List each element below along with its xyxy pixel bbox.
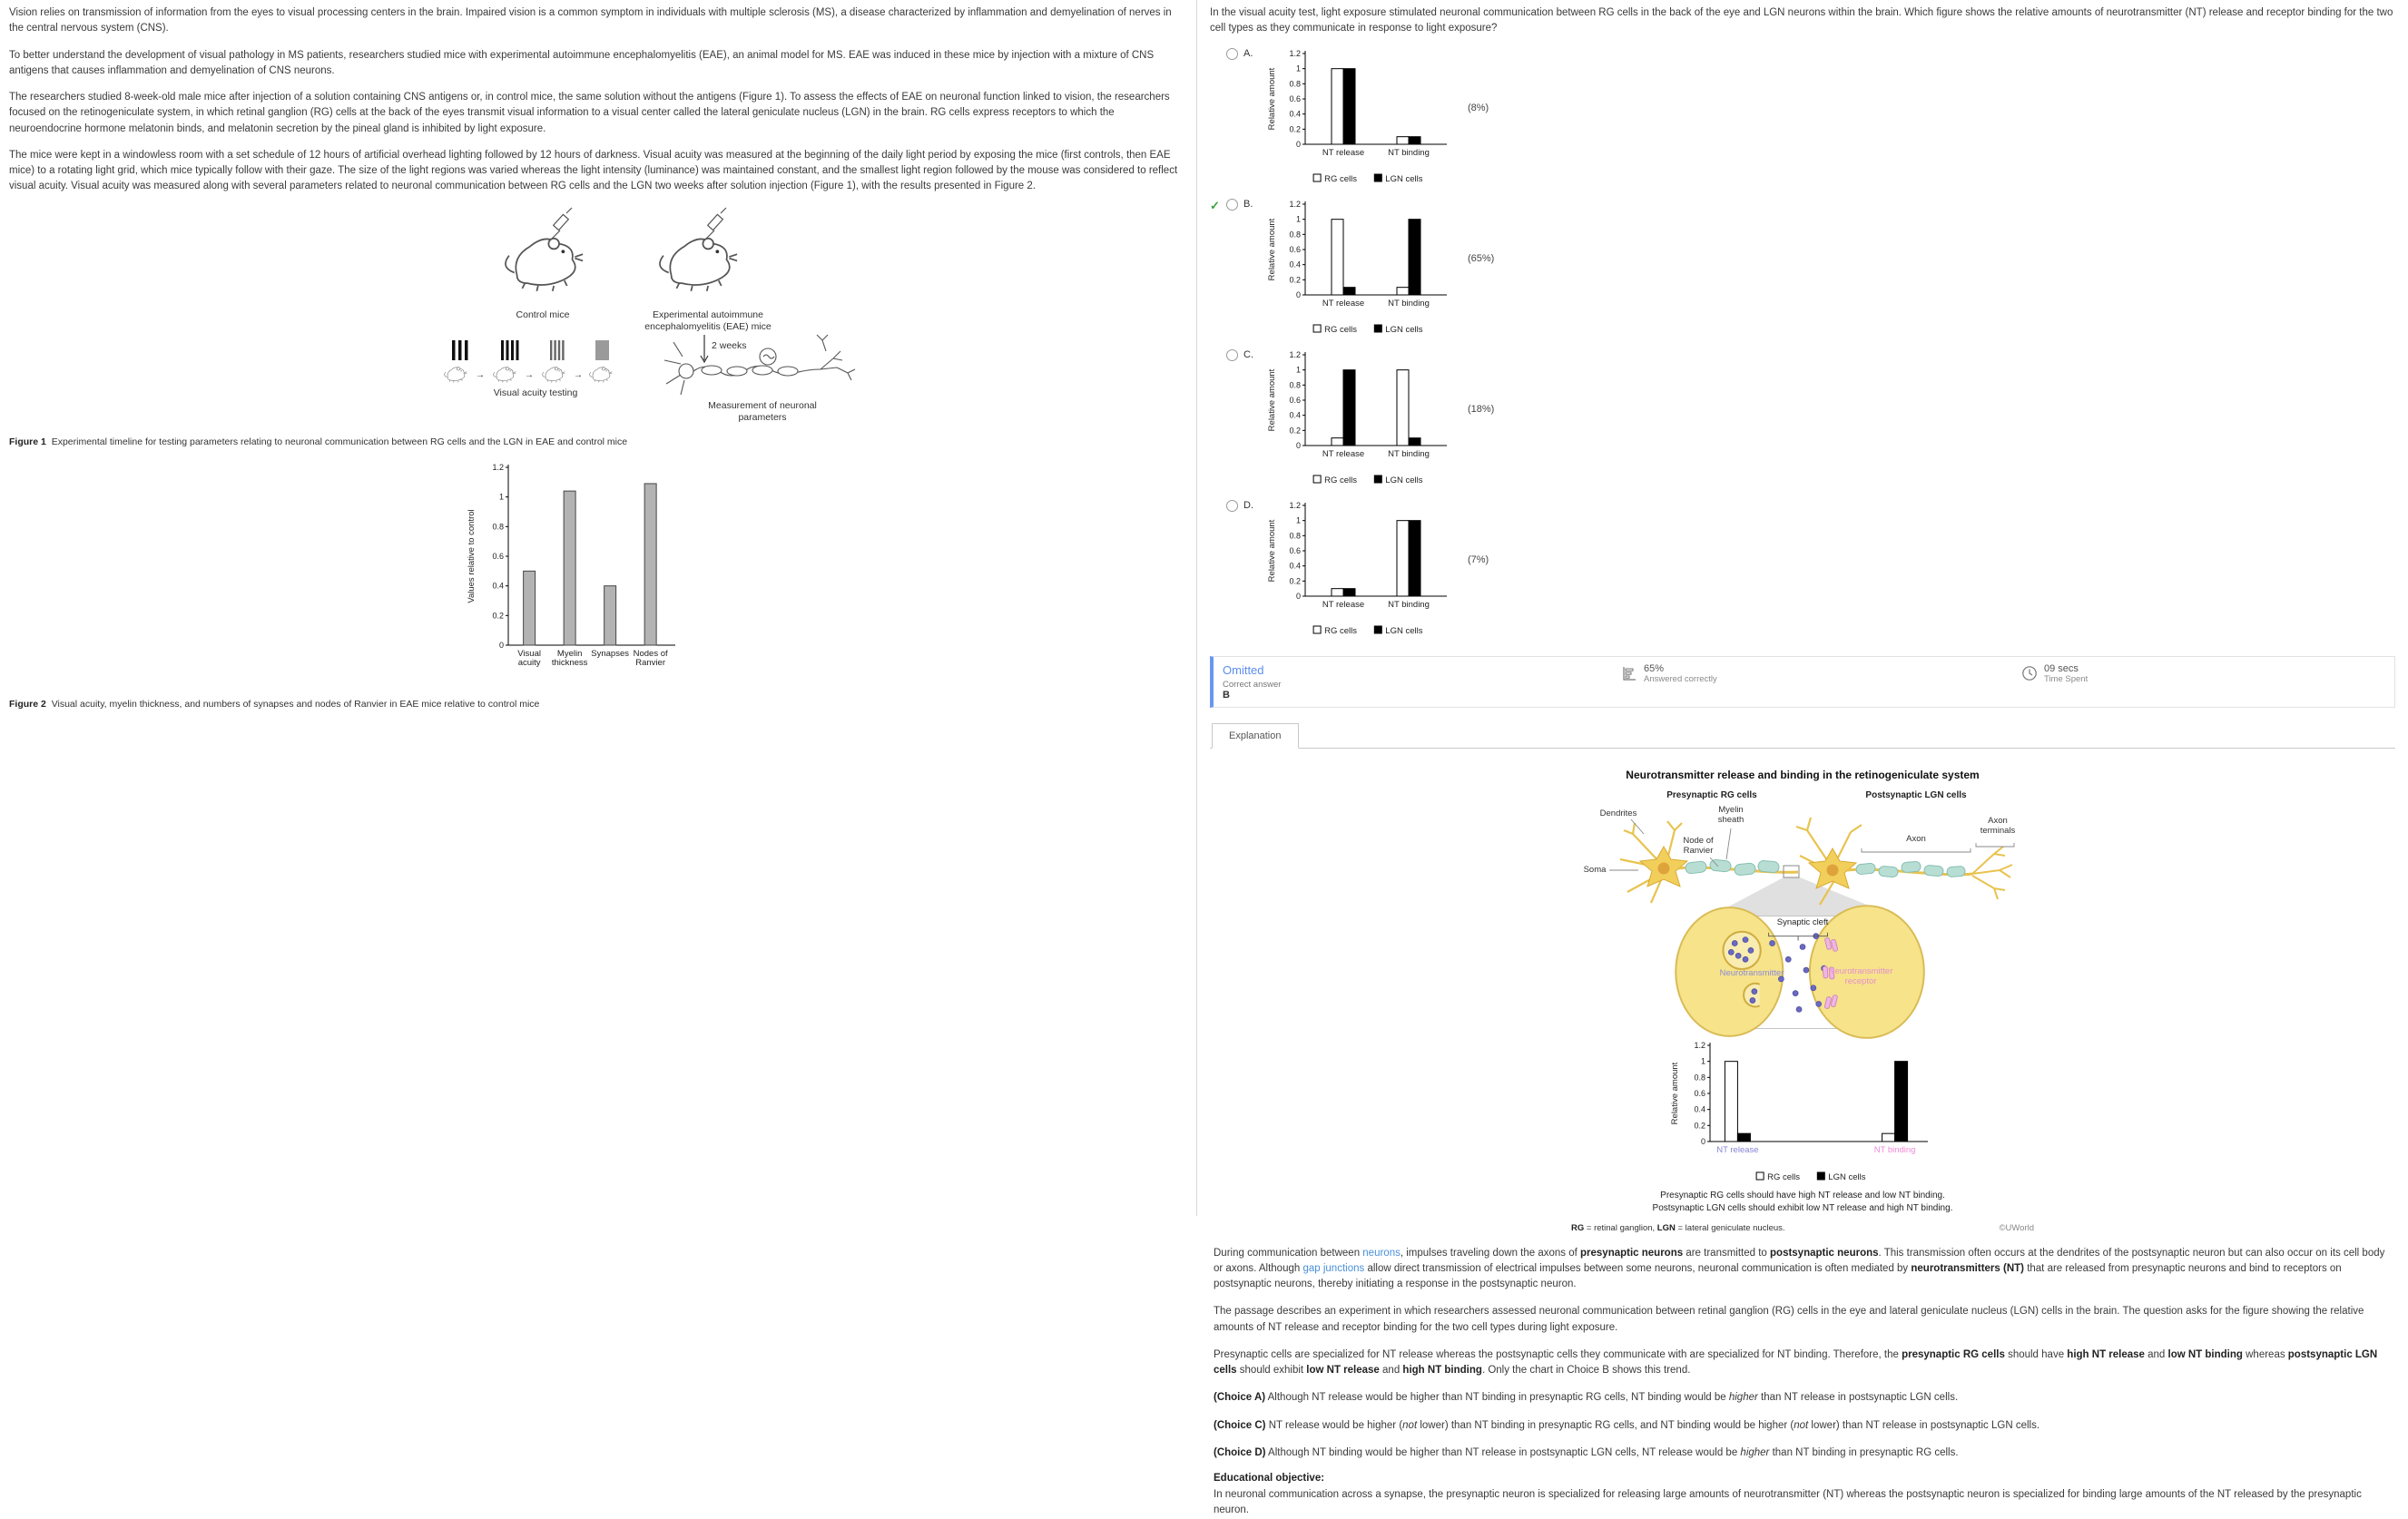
nt-receptor-label: Neurotransmitter receptor	[1828, 965, 1893, 986]
choice-d[interactable]	[1210, 498, 2395, 643]
inline-link[interactable]: gap junctions	[1302, 1262, 1365, 1274]
explanation-choice-d-note: (Choice D) Although NT binding would be higher than NT release in postsynaptic LGN cells, NT release would be higher than NT binding in presynaptic RG cells.	[1214, 1446, 1959, 1458]
svg-text:0.4: 0.4	[1694, 1104, 1705, 1114]
correct-answer-label: Correct answer	[1223, 679, 1282, 690]
svg-text:0.8: 0.8	[1289, 530, 1301, 540]
choice-c-radio[interactable]	[1226, 349, 1238, 361]
svg-text:NT binding: NT binding	[1388, 448, 1430, 459]
svg-text:RG cells: RG cells	[1324, 475, 1358, 485]
svg-text:1.2: 1.2	[1694, 1040, 1705, 1050]
correct-check-icon: ✓	[1210, 198, 1220, 212]
svg-text:1: 1	[1295, 64, 1301, 74]
svg-text:LGN cells: LGN cells	[1385, 475, 1423, 485]
svg-text:RG cells: RG cells	[1324, 625, 1358, 636]
choice-d-percent: (7%)	[1468, 554, 1489, 565]
svg-text:1.2: 1.2	[492, 462, 504, 472]
svg-text:1: 1	[1700, 1056, 1705, 1066]
explanation-paragraph: Presynaptic cells are specialized for NT release whereas the postsynaptic cells they communicate with are specialized for NT binding. Therefore, the presynaptic RG cells should have high NT release and low NT binding whereas postsynaptic LGN cells should exhibit low NT release and high NT binding. Only the chart in Choice B shows this trend.	[1214, 1348, 2378, 1376]
svg-text:Relative amount: Relative amount	[1267, 368, 1277, 431]
explanation-caption-1: Presynaptic RG cells should have high NT release and low NT binding.	[1660, 1190, 1945, 1200]
svg-text:0.2: 0.2	[1289, 425, 1301, 435]
postsynaptic-header: Postsynaptic LGN cells	[1865, 789, 1967, 800]
svg-text:LGN cells: LGN cells	[1828, 1171, 1866, 1182]
svg-text:RG cells: RG cells	[1767, 1171, 1801, 1182]
explanation-caption-2: Postsynaptic LGN cells should exhibit low NT release and high NT binding.	[1652, 1203, 1953, 1213]
svg-text:1: 1	[498, 492, 504, 502]
svg-text:1: 1	[1295, 214, 1301, 224]
dendrites-label: Dendrites	[1599, 808, 1637, 818]
result-status: Omitted	[1223, 662, 1264, 677]
choice-c[interactable]	[1210, 348, 2395, 493]
svg-text:NT binding: NT binding	[1388, 298, 1430, 309]
choice-c-chart	[1263, 348, 1459, 493]
svg-text:0.8: 0.8	[1289, 229, 1301, 239]
figure2-caption: Figure 2 Visual acuity, myelin thickness, and numbers of synapses and nodes of Ranvier in EAE mice relative to control mice	[9, 698, 540, 710]
choice-d-chart	[1263, 498, 1459, 643]
question-panel	[1196, 0, 2408, 1516]
svg-text:0: 0	[1295, 289, 1301, 299]
explanation-chart	[1666, 1038, 1939, 1190]
tab-explanation[interactable]: Explanation	[1212, 723, 1299, 749]
explanation-choice-c-note: (Choice C) NT release would be higher (not lower) than NT binding in presynaptic RG cells, and NT binding would be higher (not lower) than NT release in postsynaptic LGN cells.	[1214, 1419, 2040, 1431]
passage-paragraph: To better understand the development of visual pathology in MS patients, researchers studied mice with experimental autoimmune encephalomyelitis (EAE), an animal model for MS. EAE was induced in these mice by injection with a mixture of CNS antigens that causes inflammation and demyelination of CNS neurons.	[9, 49, 1155, 76]
svg-text:NT binding: NT binding	[1388, 147, 1430, 158]
figure1-caption: Figure 1 Experimental timeline for testing parameters relating to neuronal communication between RG cells and the LGN in EAE and control mice	[9, 436, 628, 447]
svg-text:NT release: NT release	[1322, 147, 1365, 158]
choice-c-percent: (18%)	[1468, 403, 1495, 415]
educational-objective-heading: Educational objective:	[1214, 1473, 1325, 1484]
svg-text:0.8: 0.8	[1694, 1072, 1705, 1082]
explanation-paragraph: The passage describes an experiment in which researchers assessed neuronal communication between retinal ganglion (RG) cells in the eye and lateral geniculate nucleus (LGN) cells in the brain. The question asks for the figure showing the relative amounts of NT release and receptor binding for the two cell types during light exposure.	[1214, 1306, 2364, 1333]
svg-text:LGN cells: LGN cells	[1385, 625, 1423, 636]
svg-text:1.2: 1.2	[1289, 500, 1301, 510]
answered-correctly-value: 65%	[1644, 662, 1665, 674]
explanation-paragraph: During communication between neurons, impulses traveling down the axons of presynaptic neurons are transmitted to postsynaptic neurons. This transmission often occurs at the dendrites of the postsynaptic neuron but can also occur on its cell body or axons. Although gap junctions allow direct transmission of electrical impulses between some neurons, neuronal communication is often mediated by neurotransmitters (NT) that are released from presynaptic neurons and bind to receptors on postsynaptic neurons, thereby initiating a response in the postsynaptic neuron.	[1214, 1247, 2385, 1289]
svg-text:0.8: 0.8	[1289, 78, 1301, 88]
time-spent-label: Time Spent	[2044, 673, 2089, 684]
passage-panel	[0, 0, 1196, 1216]
svg-text:0.4: 0.4	[1289, 109, 1301, 119]
svg-text:0: 0	[1700, 1136, 1705, 1146]
svg-text:0.2: 0.2	[1289, 123, 1301, 133]
tab-strip	[1210, 722, 2395, 749]
svg-text:Relative amount: Relative amount	[1267, 519, 1277, 582]
svg-text:0.6: 0.6	[1289, 545, 1301, 555]
svg-text:1: 1	[1295, 515, 1301, 525]
neurons-diagram	[1580, 790, 2025, 916]
svg-text:0.2: 0.2	[1694, 1120, 1705, 1130]
choice-b[interactable]	[1210, 197, 2395, 342]
figure1-control-label: Control mice	[516, 309, 570, 320]
choice-c-letter: C.	[1243, 348, 1253, 360]
svg-text:NT release: NT release	[1322, 298, 1365, 309]
explanation-choice-a-note: (Choice A) Although NT release would be higher than NT binding in presynaptic RG cells, NT binding would be higher than NT release in postsynaptic LGN cells.	[1214, 1392, 1959, 1404]
choice-b-radio[interactable]	[1226, 199, 1238, 211]
svg-text:LGN cells: LGN cells	[1385, 324, 1423, 335]
uworld-credit: ©UWorld	[1999, 1222, 2034, 1233]
explanation-figure	[1571, 769, 2034, 1233]
svg-text:→: →	[574, 369, 583, 380]
clock-icon	[2021, 665, 2038, 681]
node-of-ranvier-label: Node of Ranvier	[1683, 835, 1714, 856]
choice-b-chart	[1263, 197, 1459, 342]
svg-text:0.4: 0.4	[1289, 260, 1301, 270]
figure1-acuity-label: Visual acuity testing	[493, 387, 578, 398]
abbreviation-note: RG = retinal ganglion, LGN = lateral geniculate nucleus.	[1571, 1222, 1785, 1233]
svg-text:0.2: 0.2	[1289, 575, 1301, 585]
figure1-weeks-label: 2 weeks	[712, 339, 747, 351]
svg-text:Relative amount: Relative amount	[1267, 67, 1277, 130]
svg-text:0.4: 0.4	[1289, 410, 1301, 420]
myelin-sheath-label: Myelin sheath	[1717, 804, 1745, 825]
question-text: In the visual acuity test, light exposure stimulated neuronal communication between RG cells in the back of the eye and LGN neurons within the brain. Which figure shows the relative amounts of neurotransmitter (NT) release and receptor binding for the two cell types as they communicate in response to light exposure?	[1210, 7, 2393, 34]
svg-text:RG cells: RG cells	[1324, 324, 1358, 335]
time-spent-value: 09 secs	[2044, 662, 2079, 674]
svg-text:0.6: 0.6	[1289, 395, 1301, 405]
svg-text:NT release: NT release	[1716, 1144, 1759, 1155]
choice-d-letter: D.	[1243, 499, 1253, 511]
svg-text:Relative amount: Relative amount	[1267, 218, 1277, 280]
svg-text:0: 0	[498, 640, 504, 650]
explanation-figure-title: Neurotransmitter release and binding in the retinogeniculate system	[1626, 768, 1980, 781]
svg-text:0.8: 0.8	[1289, 379, 1301, 389]
svg-text:acuity: acuity	[517, 657, 541, 668]
synaptic-cleft-label: Synaptic cleft	[1776, 916, 1829, 927]
passage-paragraph: The researchers studied 8-week-old male mice after injection of a solution containing CNS antigens or, in control mice, the same solution without the antigens (Figure 1). To assess the effects of EAE on neuronal function linked to vision, the researchers focused on the retinogeniculate system, in which retinal ganglion (RG) cells at the back of the eyes transmit visual information to a visual center called the lateral geniculate nucleus (LGN) in the brain. RG cells express receptors to which the neuroendocrine hormone melatonin binds, and melatonin secretion by the pineal gland is inhibited by light exposure.	[9, 92, 1170, 134]
synapse-inset	[1712, 916, 1893, 1029]
svg-text:Visual: Visual	[517, 648, 541, 659]
svg-text:LGN cells: LGN cells	[1385, 173, 1423, 184]
choice-a-radio[interactable]	[1226, 48, 1238, 60]
axon-label: Axon	[1906, 833, 1926, 844]
axon-terminals-label: Axon terminals	[1980, 815, 2016, 836]
svg-text:Ranvier: Ranvier	[635, 657, 666, 668]
figure1-eae-label: Experimental autoimmune encephalomyelitis (EAE) mice	[644, 309, 772, 332]
svg-text:Synapses: Synapses	[591, 648, 630, 659]
presynaptic-header: Presynaptic RG cells	[1666, 789, 1757, 800]
svg-text:1.2: 1.2	[1289, 349, 1301, 359]
choice-a-letter: A.	[1243, 47, 1253, 59]
passage-paragraph: Vision relies on transmission of information from the eyes to visual processing centers in the brain. Impaired vision is a common symptom in individuals with multiple sclerosis (MS), a disease characterized by inflammation and demyelination of nerves in the central nervous system (CNS).	[9, 7, 1172, 34]
educational-objective-body: In neuronal communication across a synapse, the presynaptic neuron is specialized for releasing large amounts of neurotransmitter (NT) whereas the postsynaptic neuron is specialized for binding large amounts of the NT released by the presynaptic neuron.	[1214, 1489, 2362, 1516]
svg-text:→: →	[476, 369, 485, 380]
choice-d-radio[interactable]	[1226, 500, 1238, 512]
figure1-experimental-timeline	[436, 206, 962, 431]
svg-text:0.6: 0.6	[1289, 244, 1301, 254]
choice-b-letter: B.	[1243, 198, 1253, 210]
choice-a-percent: (8%)	[1468, 102, 1489, 113]
svg-text:NT binding: NT binding	[1388, 599, 1430, 610]
passage-paragraph: The mice were kept in a windowless room with a set schedule of 12 hours of artificial overhead lighting followed by 12 hours of darkness. Visual acuity was measured at the beginning of the daily light period by exposing the mice (first controls, then EAE mice) to a rotating light grid, which mice typically follow with their gaze. The size of the light regions was varied whereas the light intensity (luminance) was maintained constant, and the smallest light region followed by the mouse was considered to reflect visual acuity. Visual acuity was measured along with several parameters related to neuronal communication between RG cells and the LGN two weeks after solution injection (Figure 1), with the results presented in Figure 2.	[9, 149, 1178, 192]
svg-text:0.6: 0.6	[1289, 93, 1301, 103]
svg-text:Nodes of: Nodes of	[633, 648, 668, 659]
svg-text:0: 0	[1295, 440, 1301, 450]
svg-text:Relative amount: Relative amount	[1670, 1062, 1680, 1124]
svg-text:0.4: 0.4	[1289, 561, 1301, 571]
svg-text:0.6: 0.6	[1694, 1088, 1705, 1098]
correct-answer-value: B	[1223, 689, 1230, 701]
svg-text:0.2: 0.2	[492, 610, 504, 620]
svg-text:1.2: 1.2	[1289, 199, 1301, 209]
choice-a[interactable]	[1210, 46, 2395, 191]
svg-text:0.4: 0.4	[492, 581, 504, 591]
svg-text:0.2: 0.2	[1289, 274, 1301, 284]
svg-text:NT release: NT release	[1322, 599, 1365, 610]
figure1-neuronal-label: Measurement of neuronal parameters	[708, 399, 817, 423]
svg-text:RG cells: RG cells	[1324, 173, 1358, 184]
svg-text:0.6: 0.6	[492, 551, 504, 561]
svg-text:thickness: thickness	[551, 657, 588, 668]
svg-text:0: 0	[1295, 139, 1301, 149]
svg-text:→: →	[525, 369, 534, 380]
soma-label: Soma	[1583, 864, 1607, 875]
choice-b-percent: (65%)	[1468, 252, 1495, 264]
svg-text:0.8: 0.8	[492, 521, 504, 531]
choice-a-chart	[1263, 46, 1459, 191]
result-card	[1210, 656, 2395, 708]
svg-text:NT release: NT release	[1322, 448, 1365, 459]
neurotransmitter-label: Neurotransmitter	[1719, 967, 1784, 978]
svg-text:NT binding: NT binding	[1873, 1144, 1916, 1155]
explanation-body	[1210, 749, 2395, 1519]
svg-text:Myelin: Myelin	[556, 648, 583, 659]
bar-chart-icon	[1622, 666, 1637, 681]
answered-correctly-label: Answered correctly	[1644, 673, 1717, 684]
svg-text:1.2: 1.2	[1289, 48, 1301, 58]
svg-text:0: 0	[1295, 591, 1301, 601]
figure2-bar-chart	[463, 460, 1185, 693]
svg-text:1: 1	[1295, 365, 1301, 375]
svg-text:Values relative to control: Values relative to control	[467, 508, 477, 603]
inline-link[interactable]: neurons	[1362, 1247, 1401, 1259]
